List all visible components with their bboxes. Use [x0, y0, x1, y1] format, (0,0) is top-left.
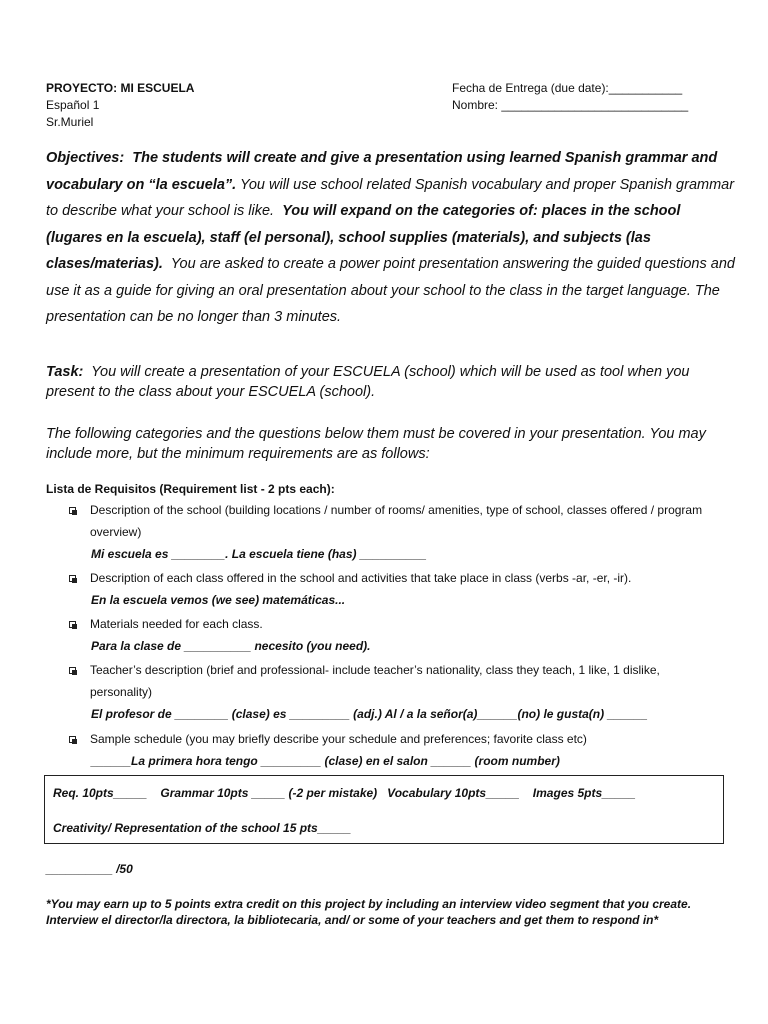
- checkbox-bullet-icon: [69, 575, 76, 582]
- requirement-text: Sample schedule (you may briefly describe your schedule and preferences; favorite class etc): [90, 732, 587, 746]
- requirement-item: [70, 659, 710, 725]
- grading-box: [44, 775, 724, 844]
- description-intro: You will use school related Spanish vocabulary and proper Spanish grammar to describe what your school is like.: [46, 176, 735, 219]
- requirement-text: Materials needed for each class.: [90, 617, 263, 631]
- requirement-item: [70, 499, 710, 565]
- task-text: You will create a presentation of your ESCUELA (school) which will be used as tool when you present to the class about your ESCUELA (school).: [46, 364, 690, 400]
- requirement-example: En la escuela vemos (we see) matemáticas...: [91, 593, 346, 607]
- task-label: Task:: [46, 364, 84, 380]
- objectives-text: The students will create and give a presentation using learned Spanish grammar and vocabulary on “la escuela”.: [46, 150, 718, 193]
- requirement-text: Description of the school (building locations / number of rooms/ amenities, type of school, classes offered / program overview): [90, 503, 703, 539]
- grading-criteria: Req. 10pts_____ Grammar 10pts _____ (-2 per mistake) Vocabulary 10pts_____ Images 5pts_____: [53, 786, 636, 800]
- student-name-field: Nombre: ____________________________: [452, 98, 689, 112]
- checkbox-bullet-icon: [69, 507, 76, 514]
- checkbox-bullet-icon: [69, 736, 76, 743]
- teacher-name: Sr.Muriel: [46, 115, 94, 129]
- due-date-field: Fecha de Entrega (due date):___________: [452, 81, 683, 95]
- requirement-text: Teacher’s description (brief and professional- include teacher’s nationality, class they teach, 1 like, 1 dislike, personality): [90, 663, 660, 699]
- project-title: PROYECTO: MI ESCUELA: [46, 81, 195, 95]
- requirements-title: Lista de Requisitos (Requirement list - 2 pts each):: [46, 482, 335, 496]
- categories-note: The following categories and the questions below them must be covered in your presentation. You may include more, but the minimum requirements are as follows:: [46, 426, 706, 462]
- requirement-item: [70, 728, 710, 772]
- description-categories: You will expand on the categories of: places in the school (lugares en la escuela), staff (el personal), school supplies (materials), and subjects (las clases/materias).: [46, 203, 681, 272]
- objectives-section: [46, 145, 736, 331]
- checkbox-bullet-icon: [69, 621, 76, 628]
- task-section: [46, 362, 736, 402]
- requirement-text: Description of each class offered in the school and activities that take place in class (verbs -ar, -er, -ir).: [90, 571, 632, 585]
- objectives-label: Objectives:: [46, 150, 125, 166]
- requirement-item: [70, 567, 710, 611]
- requirement-example: El profesor de ________ (clase) es _________ (adj.) Al / a la señor(a)______(no) le gusta(n) ______: [91, 707, 648, 721]
- checkbox-bullet-icon: [69, 667, 76, 674]
- grading-creativity: Creativity/ Representation of the school 15 pts_____: [53, 821, 352, 835]
- requirement-item: [70, 613, 710, 657]
- course-name: Español 1: [46, 98, 100, 112]
- requirement-example: Para la clase de __________ necesito (you need).: [91, 639, 371, 653]
- requirement-example: Mi escuela es ________. La escuela tiene (has) __________: [91, 547, 427, 561]
- extra-credit-note: *You may earn up to 5 points extra credit on this project by including an interview video segment that you create. Interview el director/la directora, la bibliotecaria, and/ or some of your teachers and get them to respond in*: [46, 897, 692, 927]
- description-rest: You are asked to create a power point presentation answering the guided questions and use it as a guide for giving an oral presentation about your school to the class in the target language. The presentation can be no longer than 3 minutes.: [46, 256, 735, 325]
- total-score: __________ /50: [46, 862, 133, 876]
- requirement-example: ______La primera hora tengo _________ (clase) en el salon ______ (room number): [91, 754, 560, 768]
